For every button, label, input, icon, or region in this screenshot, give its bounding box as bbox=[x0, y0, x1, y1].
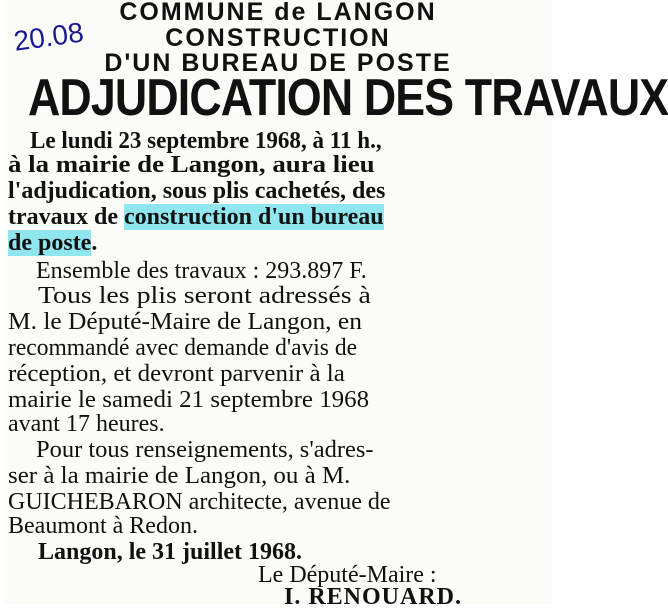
paragraph3-line4: Beaumont à Redon. bbox=[8, 513, 198, 539]
paragraph1-line5 bbox=[8, 230, 97, 256]
paragraph2-line3: recommandé avec demande d'avis de bbox=[8, 335, 358, 361]
total-amount-line: Ensemble des travaux : 293.897 F. bbox=[36, 258, 367, 284]
paragraph1-line4 bbox=[8, 204, 384, 230]
paragraph2-line1: Tous les plis seront adressés à bbox=[38, 283, 371, 309]
heading-construction: CONSTRUCTION bbox=[165, 24, 391, 52]
paragraph1-line2: à la mairie de Langon, aura lieu bbox=[8, 152, 375, 178]
paragraph2-line6: avant 17 heures. bbox=[8, 411, 165, 437]
paragraph3-line1: Pour tous renseignements, s'adres- bbox=[36, 437, 374, 463]
paragraph1-line1: Le lundi 23 septembre 1968, à 11 h., bbox=[30, 128, 382, 154]
paragraph1-line5-suffix: . bbox=[91, 230, 98, 256]
paragraph1-line3: l'adjudication, sous plis cachetés, des bbox=[8, 178, 386, 204]
highlighted-text-end: de poste bbox=[8, 230, 92, 256]
paragraph2-line5: mairie le samedi 21 septembre 1968 bbox=[8, 387, 370, 413]
signatory-name: I. RENOUARD. bbox=[284, 584, 463, 610]
paragraph2-line4: réception, et devront parvenir à la bbox=[8, 361, 345, 387]
paragraph3-line2: ser à la mairie de Langon, ou à M. bbox=[8, 463, 351, 489]
handwritten-date-stamp: 20.08 bbox=[11, 16, 86, 57]
architect-name: GUICHEBARON bbox=[8, 489, 183, 515]
heading-bureau-de-poste: D'UN BUREAU DE POSTE bbox=[104, 49, 452, 77]
newspaper-clipping bbox=[4, 0, 668, 610]
paragraph3-line3 bbox=[8, 489, 391, 515]
highlighted-text: construction d'un bureau bbox=[124, 204, 384, 230]
closing-date: Langon, le 31 juillet 1968. bbox=[38, 539, 303, 565]
heading-commune: COMMUNE de LANGON bbox=[119, 0, 437, 26]
main-title: ADJUDICATION DES TRAVAUX bbox=[28, 69, 668, 127]
paragraph2-line2: M. le Député-Maire de Langon, en bbox=[8, 309, 362, 335]
signatory-role: Le Député-Maire : bbox=[258, 562, 437, 588]
paragraph1-line4-prefix: travaux de bbox=[8, 204, 124, 230]
paragraph3-line3-rest: architecte, avenue de bbox=[182, 489, 391, 515]
